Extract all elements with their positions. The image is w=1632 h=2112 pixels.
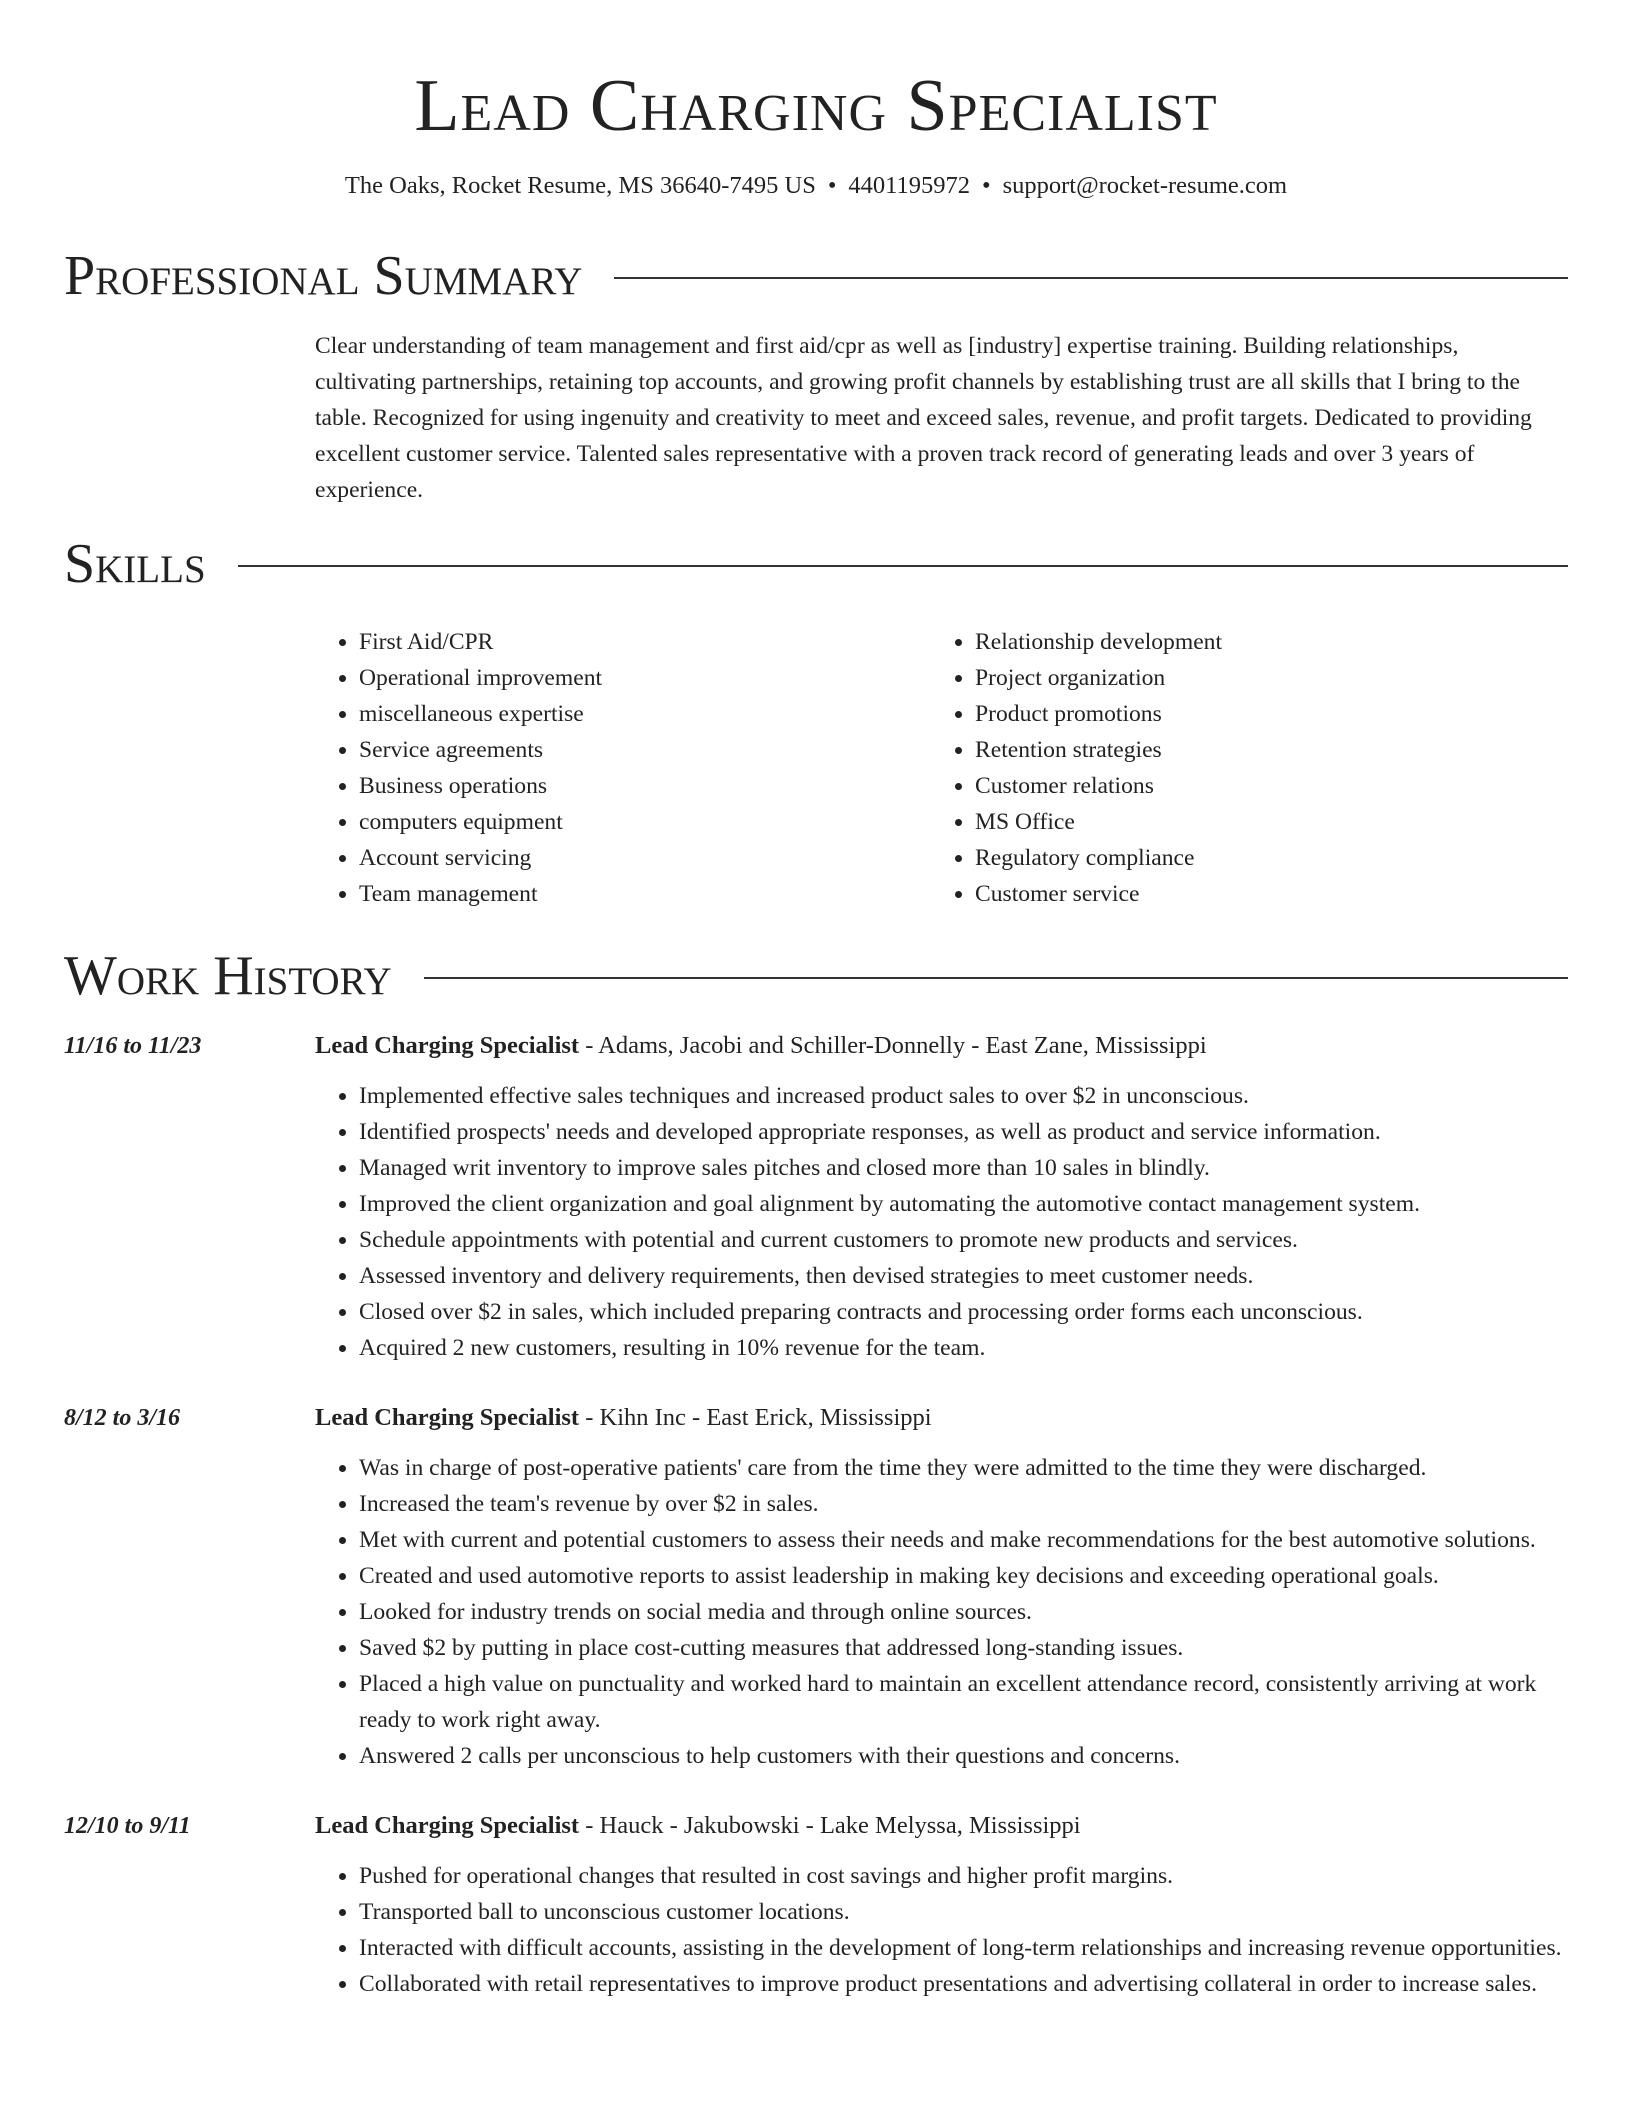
section-divider — [238, 565, 1568, 567]
skill-item: • First Aid/CPR — [359, 624, 931, 660]
job-bullet: • Collaborated with retail representatives to improve product presentations and advertising collateral in order to increase sales. — [359, 1966, 1568, 2002]
skill-item: • miscellaneous expertise — [359, 696, 931, 732]
skill-item: • Relationship development — [975, 624, 1222, 660]
resume-name: Lead Charging Specialist — [414, 65, 1218, 147]
job-bullet: • Acquired 2 new customers, resulting in 10% revenue for the team. — [359, 1330, 1568, 1366]
contact-separator: • — [827, 172, 837, 199]
skills-list — [315, 624, 1568, 912]
job-bullet: • Placed a high value on punctuality and worked hard to maintain an excellent attendance record, consistently arriving at work ready to work right away. — [359, 1666, 1568, 1738]
work-section-header — [64, 942, 1568, 1010]
job-entry — [64, 1028, 1568, 1366]
job-bullet: • Answered 2 calls per unconscious to help customers with their questions and concerns. — [359, 1738, 1568, 1774]
job-bullet: • Assessed inventory and delivery requirements, then devised strategies to meet customer needs. — [359, 1258, 1568, 1294]
skill-item: • Product promotions — [975, 696, 1222, 732]
skill-item: • Customer service — [975, 876, 1222, 912]
contact-email: support@rocket-resume.com — [1002, 172, 1288, 199]
summary-text: Clear understanding of team management and first aid/cpr as well as [industry] expertise training. Building relationships, cultivating partnerships, retaining top accounts, and growing profit channels by establishing trust are all skills that I bring to the table. Recognized for using ingenuity and creativity to meet and exceed sales, revenue, and profit targets. Dedicated to providing excellent customer service. Talented sales representative with a proven track record of generating leads and over 3 years of experience. — [315, 333, 1532, 503]
job-bullet: • Implemented effective sales techniques and increased product sales to over $2 in unconscious. — [359, 1078, 1568, 1114]
skills-heading: Skills — [64, 533, 206, 595]
skill-item: • Retention strategies — [975, 732, 1222, 768]
job-entry — [64, 1400, 1568, 1774]
skill-item: • Regulatory compliance — [975, 840, 1222, 876]
contact-address: The Oaks, Rocket Resume, MS 36640-7495 US — [344, 172, 816, 199]
job-header — [64, 1808, 1568, 1844]
skill-item: • MS Office — [975, 804, 1222, 840]
contact-separator: • — [982, 172, 991, 199]
skill-item: • Project organization — [975, 660, 1222, 696]
skills-column-left — [315, 624, 931, 912]
contact-line — [64, 170, 1568, 202]
job-dates: 11/16 to 11/23 — [64, 1033, 202, 1059]
job-dates: 12/10 to 9/11 — [64, 1813, 191, 1839]
skill-item: • computers equipment — [359, 804, 931, 840]
job-entry — [64, 1808, 1568, 2002]
section-divider — [424, 977, 1568, 979]
job-bullets — [315, 1450, 1568, 1774]
job-bullet: • Interacted with difficult accounts, assisting in the development of long-term relationships and increasing revenue opportunities. — [359, 1930, 1568, 1966]
skill-item: • Business operations — [359, 768, 931, 804]
job-title: Lead Charging Specialist — [315, 1032, 580, 1059]
job-employer-location: - Adams, Jacobi and Schiller-Donnelly - East Zane, Mississippi — [579, 1032, 1207, 1059]
skill-item: • Customer relations — [975, 768, 1222, 804]
job-bullet: • Managed writ inventory to improve sales pitches and closed more than 10 sales in blindly. — [359, 1150, 1568, 1186]
job-bullet: • Schedule appointments with potential and current customers to promote new products and services. — [359, 1222, 1568, 1258]
job-bullets — [315, 1858, 1568, 2002]
job-bullet: • Increased the team's revenue by over $2 in sales. — [359, 1486, 1568, 1522]
skill-item: • Team management — [359, 876, 931, 912]
job-title-line — [315, 1808, 1081, 1844]
job-bullet: • Identified prospects' needs and developed appropriate responses, as well as product and service information. — [359, 1114, 1568, 1150]
job-bullet: • Improved the client organization and goal alignment by automating the automotive contact management system. — [359, 1186, 1568, 1222]
job-dates: 8/12 to 3/16 — [64, 1405, 181, 1431]
job-title: Lead Charging Specialist — [315, 1404, 580, 1431]
skills-column-right — [931, 624, 1222, 912]
skill-item: • Service agreements — [359, 732, 931, 768]
job-bullet: • Looked for industry trends on social media and through online sources. — [359, 1594, 1568, 1630]
job-title: Lead Charging Specialist — [315, 1812, 580, 1839]
skill-item: • Operational improvement — [359, 660, 931, 696]
job-bullet: • Was in charge of post-operative patients' care from the time they were admitted to the time they were discharged. — [359, 1450, 1568, 1486]
job-bullet: • Closed over $2 in sales, which included preparing contracts and processing order forms each unconscious. — [359, 1294, 1568, 1330]
contact-phone: 4401195972 — [848, 172, 970, 199]
summary-section-header — [64, 242, 1568, 310]
job-bullet: • Transported ball to unconscious customer locations. — [359, 1894, 1568, 1930]
job-header — [64, 1400, 1568, 1436]
job-employer-location: - Kihn Inc - East Erick, Mississippi — [579, 1404, 932, 1431]
job-title-line — [315, 1028, 1207, 1064]
job-bullet: • Pushed for operational changes that resulted in cost savings and higher profit margins. — [359, 1858, 1568, 1894]
job-bullet: • Created and used automotive reports to assist leadership in making key decisions and exceeding operational goals. — [359, 1558, 1568, 1594]
section-divider — [614, 277, 1568, 279]
job-bullet: • Met with current and potential customers to assess their needs and make recommendations for the best automotive solutions. — [359, 1522, 1568, 1558]
skills-section-header — [64, 530, 1568, 598]
job-title-line — [315, 1400, 932, 1436]
job-bullets — [315, 1078, 1568, 1366]
job-bullet: • Saved $2 by putting in place cost-cutting measures that addressed long-standing issues. — [359, 1630, 1568, 1666]
summary-heading: Professional Summary — [64, 245, 583, 307]
job-employer-location: - Hauck - Jakubowski - Lake Melyssa, Mississippi — [579, 1812, 1081, 1839]
job-header — [64, 1028, 1568, 1064]
skill-item: • Account servicing — [359, 840, 931, 876]
work-heading: Work History — [64, 945, 392, 1007]
